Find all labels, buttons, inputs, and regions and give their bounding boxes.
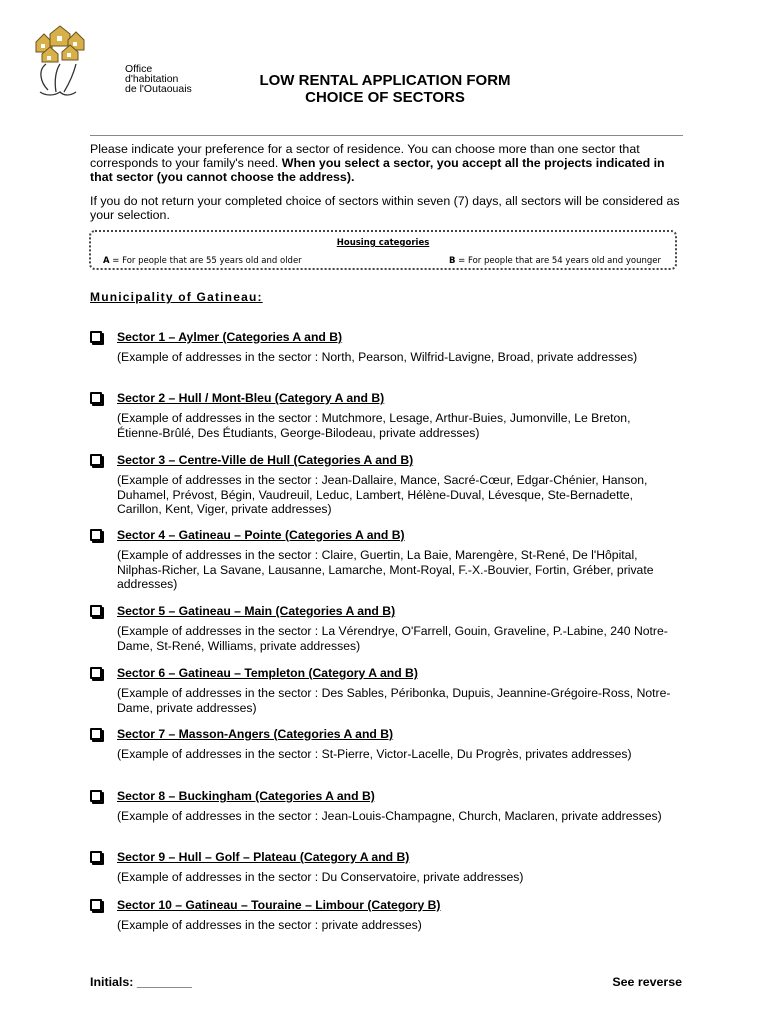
title-line-1: LOW RENTAL APPLICATION FORM (259, 72, 511, 89)
intro-paragraph (90, 142, 684, 184)
category-a-text: = For people that are 55 years old and older (109, 256, 302, 266)
housing-categories-title: Housing categories (336, 238, 430, 248)
sector-description: (Example of addresses in the sector : St-Pierre, Victor-Lacelle, Du Progrès, privates addresses) (117, 747, 632, 761)
logo-line: d'habitation (125, 73, 179, 85)
notice-paragraph: If you do not return your completed choice of sectors within seven (7) days, all sectors will be considered as your selection. (90, 194, 680, 222)
initials-field[interactable]: Initials: ________ (90, 975, 192, 989)
sector-3-checkbox[interactable] (90, 454, 102, 466)
sector-7-checkbox[interactable] (90, 728, 102, 740)
municipality-heading: Municipality of Gatineau: (90, 290, 263, 304)
sector-10-checkbox[interactable] (90, 899, 102, 911)
sector-description: (Example of addresses in the sector : private addresses) (117, 918, 422, 932)
sector-description: (Example of addresses in the sector : Jean-Louis-Champagne, Church, Maclaren, private addresses) (117, 809, 662, 823)
housing-category-a (103, 256, 302, 266)
category-b-letter: B (448, 256, 456, 266)
housing-categories-box (89, 230, 677, 270)
category-a-letter: A (103, 256, 110, 266)
sector-8-checkbox[interactable] (90, 790, 102, 802)
sector-description: (Example of addresses in the sector : Claire, Guertin, La Baie, Marengère, St-René, De l'Hôpital, Nilphas-Richer, La Savane, Lausanne, Lamarche, Mont-Royal, F.-X.-Bouvier, Fortin, Gréber, private addresses) (117, 548, 654, 591)
logo-line: de l'Outaouais (125, 83, 192, 95)
sector-title: Sector 10 – Gatineau – Touraine – Limbour (Category B) (117, 898, 441, 912)
sector-title: Sector 2 – Hull / Mont-Bleu (Category A and B) (117, 391, 385, 405)
intro-text: Please indicate your preference for a sector of residence. You can choose more than one sector that corresponds to your family's need. (90, 142, 640, 170)
page-title (0, 72, 770, 106)
sector-9-checkbox[interactable] (90, 851, 102, 863)
sector-description: (Example of addresses in the sector : La Vérendrye, O'Farrell, Gouin, Graveline, P.-Labine, 240 Notre-Dame, St-René, Williams, private addresses) (117, 624, 668, 653)
logo-line: Office (125, 63, 153, 75)
sector-title: Sector 4 – Gatineau – Pointe (Categories A and B) (117, 528, 405, 542)
sector-title: Sector 6 – Gatineau – Templeton (Category A and B) (117, 666, 418, 680)
sector-description: (Example of addresses in the sector : Du Conservatoire, private addresses) (117, 870, 524, 884)
sector-title: Sector 7 – Masson-Angers (Categories A and B) (117, 727, 394, 741)
sector-description: (Example of addresses in the sector : Mutchmore, Lesage, Arthur-Buies, Jumonville, Le Breton, Étienne-Brûlé, Des Étudiants, George-Bilodeau, private addresses) (117, 411, 631, 440)
sector-title: Sector 8 – Buckingham (Categories A and B) (117, 789, 375, 803)
sector-title: Sector 3 – Centre-Ville de Hull (Categories A and B) (117, 453, 414, 467)
sector-2-checkbox[interactable] (90, 392, 102, 404)
see-reverse-note: See reverse (612, 975, 682, 989)
sector-description: (Example of addresses in the sector : North, Pearson, Wilfrid-Lavigne, Broad, private addresses) (117, 350, 638, 364)
title-line-2: CHOICE OF SECTORS (305, 89, 465, 106)
sector-description: (Example of addresses in the sector : Jean-Dallaire, Mance, Sacré-Cœur, Edgar-Chénier, Hanson, Duhamel, Prévost, Bégin, Vaudreuil, Leduc, Lambert, Hélène-Duval, Lévesque, Ste-Bernadette, Carillon, Kent, Viger, private addresses) (117, 473, 648, 516)
intro-bold-text: When you select a sector, you accept all the projects indicated in that sector (you cannot choose the address). (90, 156, 665, 184)
sector-title: Sector 5 – Gatineau – Main (Categories A and B) (117, 604, 396, 618)
housing-category-b (449, 256, 661, 266)
sector-1-checkbox[interactable] (90, 331, 102, 343)
sector-6-checkbox[interactable] (90, 667, 102, 679)
sector-description: (Example of addresses in the sector : Des Sables, Péribonka, Dupuis, Jeannine-Grégoire-Ross, Notre-Dame, private addresses) (117, 686, 671, 715)
sector-5-checkbox[interactable] (90, 605, 102, 617)
sector-title: Sector 9 – Hull – Golf – Plateau (Category A and B) (117, 850, 410, 864)
divider (90, 135, 683, 136)
sector-4-checkbox[interactable] (90, 529, 102, 541)
sector-title: Sector 1 – Aylmer (Categories A and B) (117, 330, 343, 344)
category-b-text: = For people that are 54 years old and younger (455, 256, 661, 266)
